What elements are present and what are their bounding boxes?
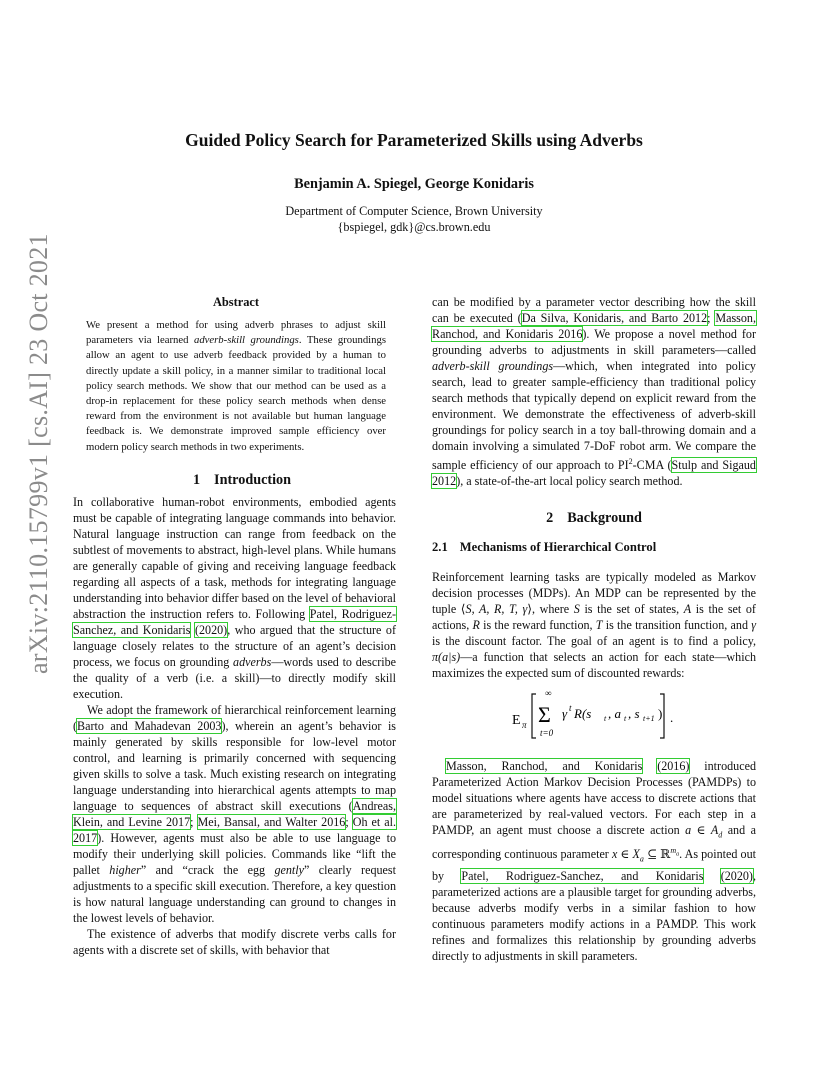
- abstract-emphasis: adverb-skill groundings: [193, 334, 299, 347]
- citation-separator: ;: [345, 815, 353, 829]
- state-subscript: t: [604, 714, 607, 723]
- equation-close-paren: ): [658, 706, 663, 721]
- paragraph-text: can be modified by a parameter vector describing how the skill can be executed (: [432, 295, 756, 325]
- math-text: γ: [751, 618, 756, 632]
- equation-period: .: [670, 710, 674, 725]
- paragraph-text: ), wherein an agent’s behavior is mainly generated by skills responsible for low-level motor control, and learning is primarily concerned with sequencing given skills to solve a task. Much existing research on integrating language understanding into hierarchical agents attempts to map language to sequences of abstract skill executions (: [73, 719, 397, 813]
- paragraph-text: -CMA (: [632, 458, 672, 473]
- sum-lower-limit: t=0: [540, 728, 554, 738]
- paragraph-text: . As pointed out by: [432, 847, 756, 883]
- pamdp-paragraph: [432, 758, 756, 964]
- citation-link[interactable]: Andreas, Klein, and Levine 2017: [73, 799, 396, 829]
- affiliation-block: [0, 203, 828, 235]
- paragraph-text: —words used to describe the quality of a verb (i.e. a skill)—to directly modify skill execution.: [73, 655, 396, 701]
- citation-link[interactable]: (2020): [720, 868, 753, 883]
- paragraph-text: We adopt the framework of hierarchical reinforcement learning (: [73, 703, 396, 733]
- section-title: Background: [567, 510, 642, 526]
- author-list: Benjamin A. Spiegel, George Konidaris: [294, 176, 534, 192]
- paragraph-text: and a corresponding continuous parameter: [432, 823, 756, 862]
- emphasis-text: adverbs: [233, 655, 272, 669]
- math-text: T: [595, 618, 603, 632]
- paragraph-text: ). We propose a novel method for grounding adverbs to adjustments in skill parameters—called: [432, 327, 756, 357]
- math-text: ⊆ ℝ: [643, 847, 671, 862]
- paragraph-text: ⟩, where: [527, 602, 574, 616]
- abstract-text-part: . These groundings allow an agent to use adverb feedback provided by a human to directly update a skill policy, in a manner similar to traditional local policy search methods. We show that our method can be used as a drop-in replacement for these policy search methods when dense reward from the environment is not available but human language feedback is. We demonstrate improved sample efficiency over modern policy search methods in two experiments.: [86, 334, 386, 453]
- paragraph-text: ). However, agents must also be able to use language to modify their underlying skill policies. Commands like “lift the pallet: [73, 831, 396, 877]
- math-text: R: [472, 618, 480, 632]
- citation-link[interactable]: Barto and Mahadevan 2003: [77, 719, 222, 733]
- math-text: A: [683, 602, 692, 616]
- sum-symbol: Σ: [538, 702, 551, 727]
- gamma-exponent: t: [569, 703, 572, 713]
- mdp-paragraph: [432, 569, 756, 681]
- paragraph-text: ), a state-of-the-art local policy search method.: [456, 474, 683, 489]
- author-email: {bspiegel, gdk}@cs.brown.edu: [337, 220, 491, 234]
- paragraph-text: is the set of states,: [579, 602, 684, 616]
- subsection-title: Mechanisms of Hierarchical Control: [459, 540, 657, 554]
- emphasis-text: higher: [109, 863, 141, 877]
- citation-link[interactable]: Masson, Ranchod, and Konidaris: [446, 759, 643, 773]
- background-paragraph-1: [432, 569, 756, 681]
- math-subscript: a: [639, 854, 644, 864]
- paragraph-text: —a function that selects an action for each state—which maximizes the expected sum of discounted rewards:: [432, 650, 756, 680]
- action-subscript: t: [624, 714, 627, 723]
- math-text: S: [573, 602, 580, 616]
- paragraph-text: is the set of actions,: [432, 602, 756, 632]
- subsection-heading: [432, 540, 656, 555]
- math-text: π(a|s): [432, 650, 461, 664]
- paragraph-text: is the discount factor. The goal of an agent is to find a policy,: [432, 634, 756, 648]
- arxiv-stamp: [20, 233, 53, 680]
- section-number: 2: [546, 510, 554, 526]
- intro-paragraph-3-continued: [432, 294, 756, 489]
- section-heading-background: [432, 510, 756, 527]
- paragraph-text: ” clearly request adjustments to a specific skill execution. Therefore, a key question is how natural language understanding can ground to changes in the lowest levels of behavior.: [73, 863, 396, 925]
- citation-separator: ;: [190, 815, 198, 829]
- section-heading-introduction: [86, 472, 398, 489]
- math-text: S, A, R, T, γ: [465, 602, 528, 616]
- sum-upper-limit: ∞: [545, 688, 552, 698]
- affiliation: Department of Computer Science, Brown University: [285, 204, 543, 218]
- expected-return-equation: [432, 672, 756, 752]
- right-column-intro-continuation: [432, 294, 756, 489]
- math-subscript: d: [718, 830, 723, 840]
- equation-expectation-subscript: π: [522, 720, 527, 730]
- math-text: x ∈ X: [611, 847, 640, 862]
- paragraph-text: In collaborative human-robot environments, embodied agents must be capable of integrating language commands into behavior. Natural language instruction can range from feedback on the subtlest of movements to abstract, high-level plans. While humans are generally capable of giving and receiving language feedback regarding all aspects of a task, methods for integrating language understanding into behavior differ based on the level of behavioral abstraction the instruction refers to. Following: [73, 495, 396, 621]
- math-text: a ∈ A: [685, 823, 719, 837]
- background-paragraph-2: [432, 758, 756, 964]
- paragraph-text: , parameterized actions are a plausible target for grounding adverbs, because adverbs modify verbs in a similar fashion to how continuous parameters modify actions in a PAMDP. This work refines and formalizes this relationship by grounding adverbs directly to adjustments in skill parameters.: [432, 868, 756, 963]
- equation-expectation: E: [512, 713, 521, 728]
- paragraph-text: Reinforcement learning tasks are typically modeled as Markov decision processes (MDPs). An MDP can be represented by the tuple ⟨: [432, 570, 756, 616]
- paper-title: Guided Policy Search for Parameterized Skills using Adverbs: [185, 130, 643, 150]
- citation-link[interactable]: Patel, Rodriguez-Sanchez, and Konidaris: [73, 607, 396, 637]
- equation-next-state: , s: [628, 706, 640, 721]
- citation-link[interactable]: Stulp and Sigaud 2012: [432, 458, 756, 489]
- abstract-text: [86, 318, 386, 455]
- paragraph-text: is the transition function, and: [602, 618, 752, 632]
- next-state-subscript: t+1: [643, 714, 655, 723]
- citation-separator: ;: [707, 311, 716, 325]
- section-title: Introduction: [214, 472, 292, 488]
- equation-reward: R(s: [574, 706, 592, 721]
- citation-link[interactable]: (2020): [194, 623, 228, 637]
- equation-graphic: [432, 672, 756, 752]
- citation-link[interactable]: Mei, Bansal, and Walter 2016: [197, 815, 346, 829]
- citation-link[interactable]: Da Silva, Konidaris, and Barto 2012: [521, 311, 708, 325]
- math-superscript: m: [670, 846, 677, 856]
- left-column-body: [73, 494, 396, 958]
- arxiv-identifier: arXiv:2110.15799v1 [cs.AI] 23 Oct 2021: [24, 233, 53, 674]
- citation-link[interactable]: (2016): [657, 759, 690, 773]
- intro-paragraph-1: [73, 494, 396, 702]
- emphasis-text: gently: [274, 863, 304, 877]
- emphasis-text: adverb-skill groundings: [432, 359, 554, 373]
- intro-paragraph-2: [73, 702, 396, 926]
- paragraph-text: ” and “crack the egg: [140, 863, 275, 877]
- equation-action: , a: [608, 706, 621, 721]
- paragraph-text: introduced Parameterized Action Markov Decision Processes (PAMDPs) to model situations where agents have access to discrete actions that are parameterized by real-valued vectors. For each step in a PAMDP, an agent must choose a discrete action: [432, 759, 756, 837]
- citation-link[interactable]: Patel, Rodriguez-Sanchez, and Konidaris: [461, 868, 704, 883]
- citation-link[interactable]: Masson, Ranchod, and Konidaris 2016: [432, 311, 756, 341]
- paragraph-text: , who argued that the structure of language closely relates to the structure of an agent’s decision process, we focus on grounding: [73, 623, 396, 669]
- equation-gamma: γ: [562, 706, 568, 721]
- left-bracket: [532, 694, 536, 738]
- superscript: 2: [628, 457, 633, 466]
- abstract-heading: Abstract: [212, 295, 260, 309]
- paragraph-text: is the reward function,: [479, 618, 596, 632]
- intro-paragraph-3: The existence of adverbs that modify discrete verbs calls for agents with a discrete set of skills, with behavior that: [73, 927, 396, 957]
- paragraph-text: —which, when integrated into policy search, lead to greater sample-efficiency than traditional policy search methods that typically depend on explicit reward from the environment. We demonstrate the effectiveness of adverb-skill groundings for policy search in a toy ball-throwing domain and a domain involving a simulated 7-DoF robot arm. We compare the sample efficiency of our approach to PI: [432, 359, 756, 473]
- math-subscript: a: [676, 852, 680, 858]
- subsection-number: 2.1: [432, 540, 448, 554]
- citation-link[interactable]: Oh et al. 2017: [73, 815, 396, 845]
- abstract-text-part: We present a method for using adverb phrases to adjust skill parameters via learned: [86, 319, 386, 347]
- section-number: 1: [192, 472, 201, 488]
